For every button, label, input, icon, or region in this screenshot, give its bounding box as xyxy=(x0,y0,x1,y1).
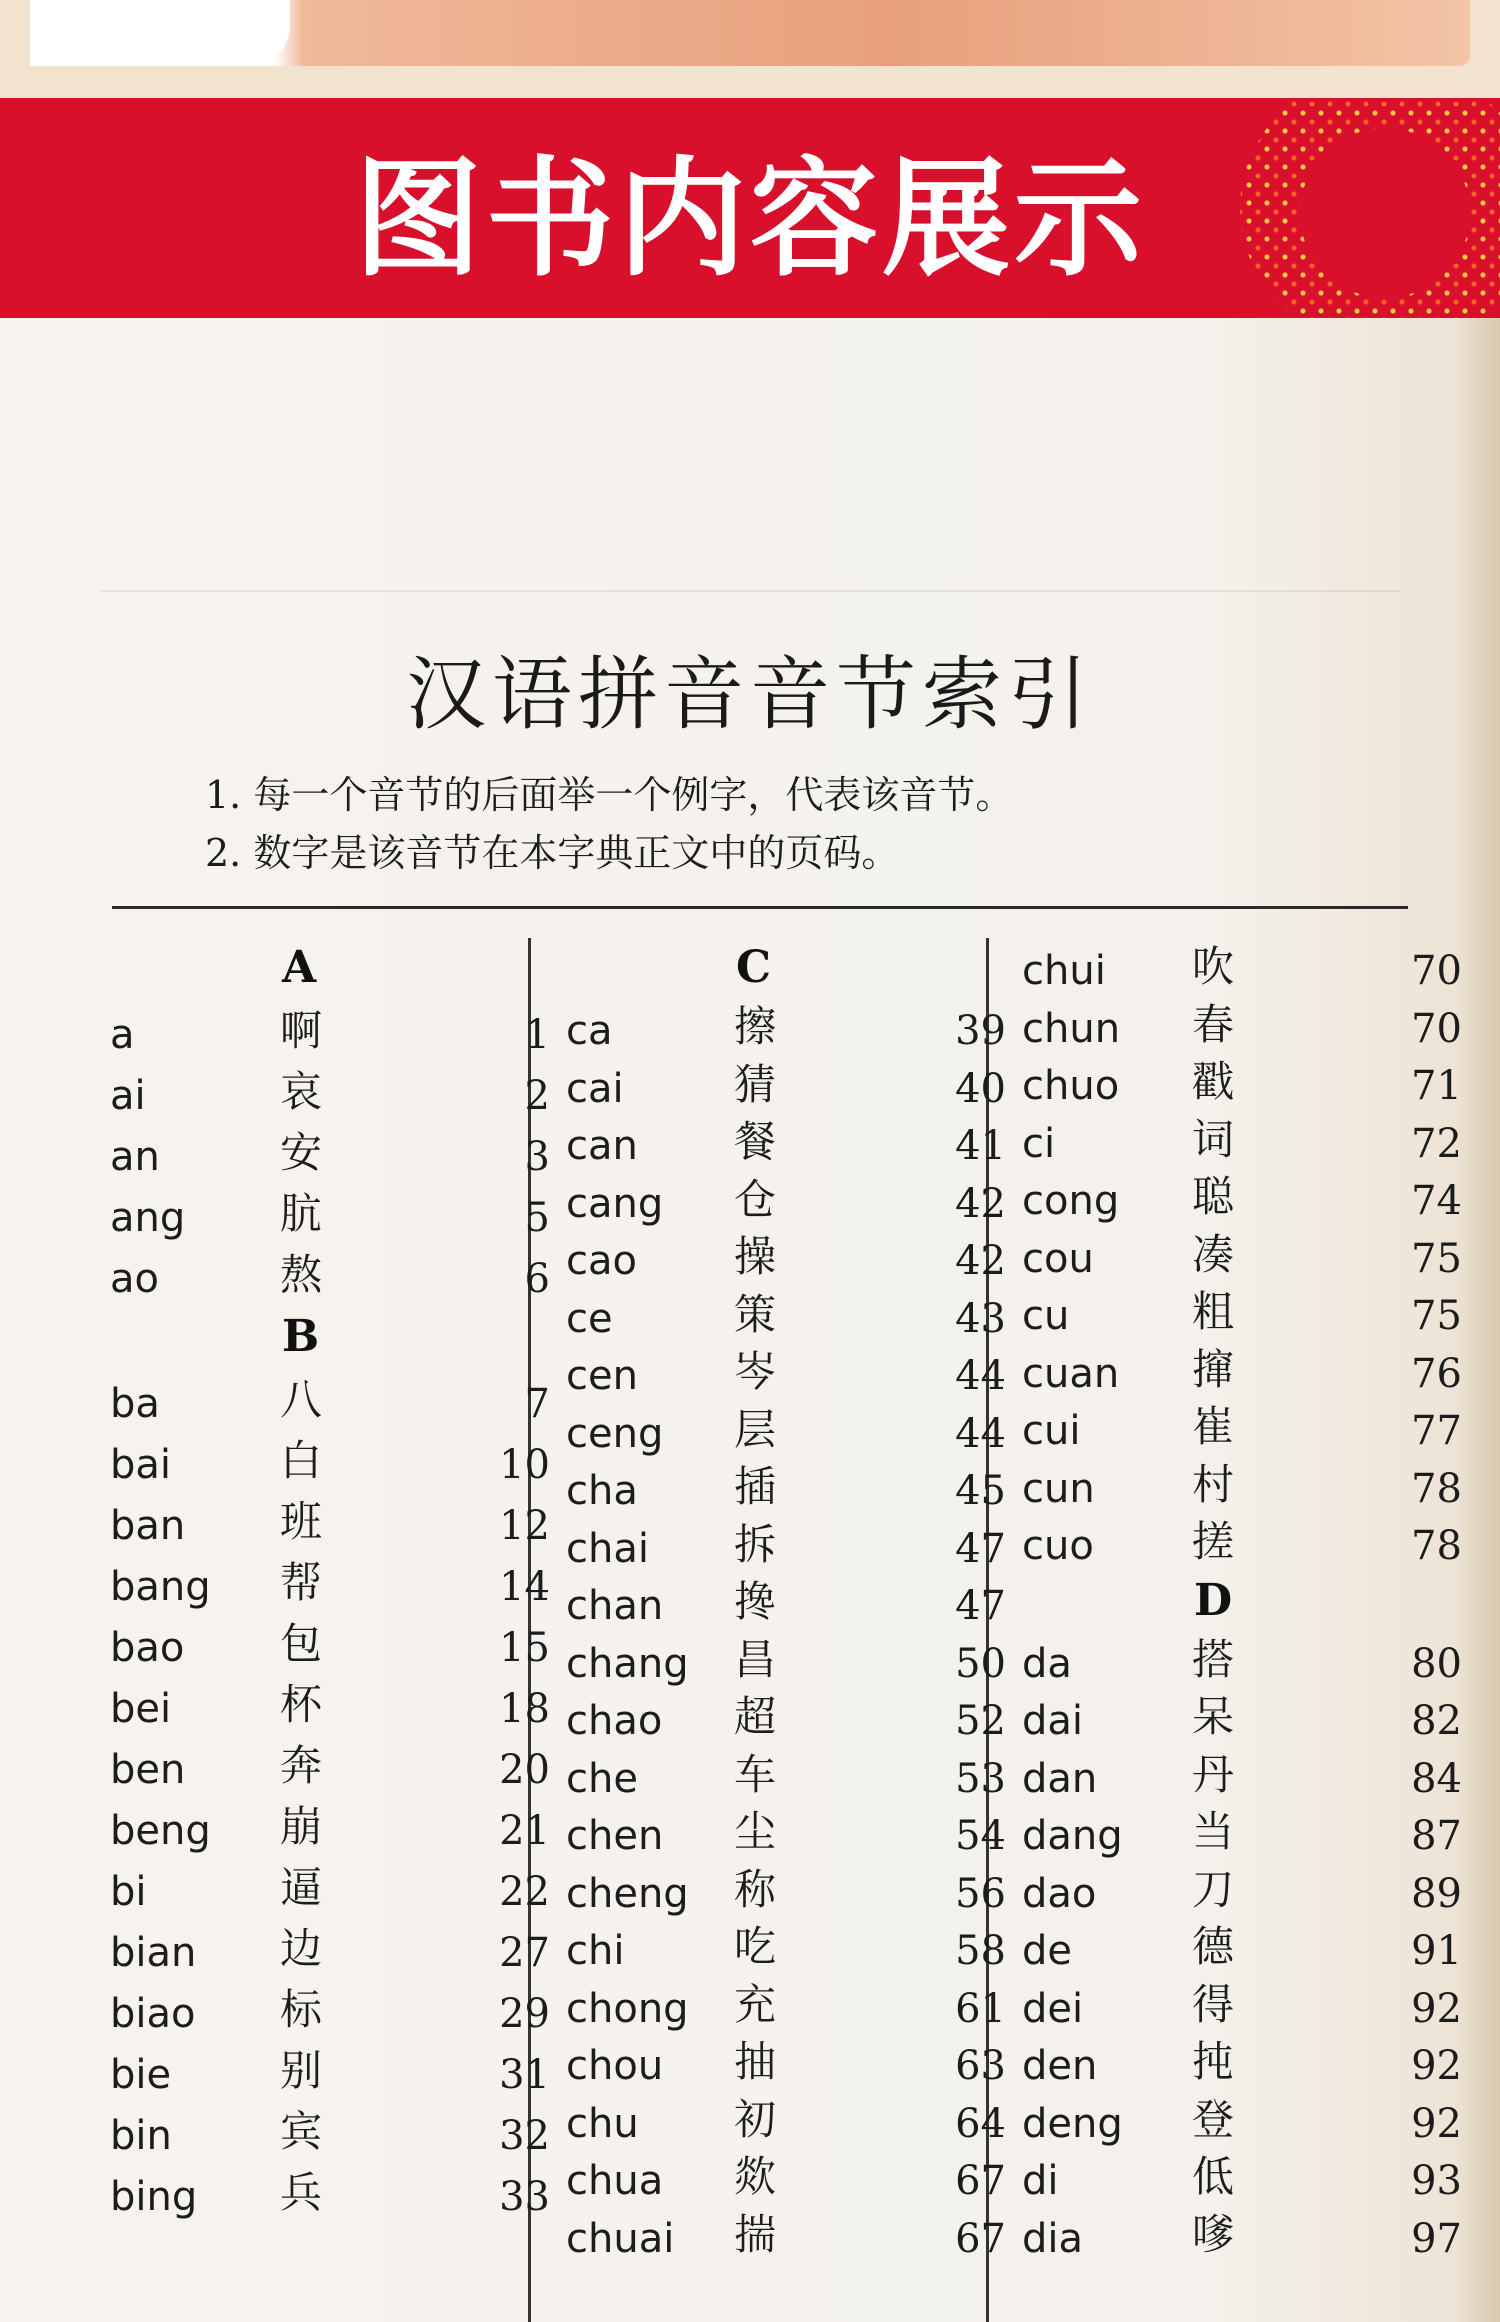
pinyin-syllable: cha xyxy=(566,1468,638,1515)
index-row xyxy=(110,1432,550,1488)
index-row xyxy=(566,2148,1006,2204)
page-number: 39 xyxy=(955,1008,1006,1055)
page-number: 21 xyxy=(499,1808,550,1855)
example-character: 呆 xyxy=(1192,1692,1235,1742)
pinyin-syllable: cu xyxy=(1022,1293,1070,1339)
index-row xyxy=(110,1063,550,1119)
example-character: 操 xyxy=(734,1232,777,1282)
index-row xyxy=(1022,1226,1462,1282)
page-number: 67 xyxy=(955,2215,1006,2262)
page-number: 91 xyxy=(1411,1928,1462,1975)
example-character: 餐 xyxy=(734,1117,777,1167)
example-character: 逼 xyxy=(280,1863,323,1913)
index-row xyxy=(566,1976,1006,2032)
index-row xyxy=(566,1631,1006,1687)
example-character: 嗲 xyxy=(1192,2209,1235,2259)
index-row xyxy=(1022,996,1462,1052)
page-number: 1 xyxy=(524,1012,550,1059)
page-number: 92 xyxy=(1411,1985,1462,2032)
example-character: 帮 xyxy=(280,1558,323,1608)
page-number: 93 xyxy=(1411,2158,1462,2205)
example-character: 啊 xyxy=(280,1006,323,1056)
section-letter: A xyxy=(282,942,317,993)
pinyin-syllable: dei xyxy=(1022,1985,1084,2032)
pinyin-syllable: ba xyxy=(110,1381,160,1428)
pinyin-syllable: di xyxy=(1022,2158,1059,2205)
index-row xyxy=(566,1803,1006,1859)
index-row xyxy=(566,998,1006,1054)
page-number: 29 xyxy=(499,1991,550,2038)
page-number: 43 xyxy=(955,1295,1006,1342)
index-row xyxy=(110,1002,550,1058)
example-character: 吃 xyxy=(734,1922,777,1972)
example-character: 词 xyxy=(1192,1114,1235,1164)
pinyin-syllable: a xyxy=(110,1012,135,1059)
example-character: 杯 xyxy=(280,1680,323,1730)
index-row xyxy=(110,2164,550,2220)
pinyin-syllable: chong xyxy=(566,1985,689,2032)
page-number: 72 xyxy=(1411,1120,1462,1167)
page-number: 78 xyxy=(1411,1465,1462,1512)
index-row xyxy=(110,1371,550,1427)
note-line: 2. 数字是该音节在本字典正文中的页码。 xyxy=(205,831,900,875)
index-row xyxy=(1022,1111,1462,1167)
page-number: 27 xyxy=(499,1930,550,1977)
example-character: 搀 xyxy=(734,1577,777,1627)
example-character: 村 xyxy=(1192,1459,1235,1509)
example-character: 丹 xyxy=(1192,1749,1235,1799)
pinyin-syllable: beng xyxy=(110,1808,211,1855)
example-character: 层 xyxy=(734,1404,777,1454)
bleed-through-rule xyxy=(100,590,1400,592)
index-row xyxy=(1022,1283,1462,1339)
pinyin-syllable: bian xyxy=(110,1930,197,1977)
header-rule xyxy=(112,906,1408,909)
example-character: 抽 xyxy=(734,2037,777,2087)
index-row xyxy=(566,1343,1006,1399)
page-number: 74 xyxy=(1411,1178,1462,1224)
pinyin-syllable: cang xyxy=(566,1180,664,1227)
index-row xyxy=(110,1246,550,1302)
index-row xyxy=(110,1615,550,1671)
index-row xyxy=(110,1981,550,2037)
pinyin-syllable: cui xyxy=(1022,1408,1081,1454)
pinyin-syllable: cai xyxy=(566,1065,624,1112)
pinyin-syllable: ca xyxy=(566,1008,613,1055)
pinyin-syllable: dai xyxy=(1022,1698,1084,1745)
pinyin-syllable: cen xyxy=(566,1353,638,1400)
example-character: 搓 xyxy=(1192,1517,1235,1566)
index-row xyxy=(566,1401,1006,1457)
pinyin-syllable: dan xyxy=(1022,1755,1098,1802)
example-character: 尘 xyxy=(734,1807,777,1857)
pinyin-syllable: bin xyxy=(110,2113,172,2160)
page-number: 89 xyxy=(1411,1870,1462,1917)
page-number: 20 xyxy=(499,1747,550,1794)
pinyin-syllable: ben xyxy=(110,1747,186,1794)
section-letter: D xyxy=(1194,1574,1233,1626)
page-number: 32 xyxy=(499,2113,550,2160)
pinyin-syllable: ci xyxy=(1022,1120,1056,1167)
page-number: 14 xyxy=(499,1564,550,1611)
example-character: 撺 xyxy=(1192,1344,1235,1394)
page-number: 78 xyxy=(1411,1523,1462,1569)
page-number: 67 xyxy=(955,2158,1006,2205)
example-character: 哀 xyxy=(280,1067,323,1117)
index-row xyxy=(1022,1168,1462,1224)
index-row xyxy=(566,1516,1006,1572)
example-character: 低 xyxy=(1192,2152,1235,2202)
pinyin-syllable: den xyxy=(1022,2043,1098,2090)
page-number: 87 xyxy=(1411,1813,1462,1860)
page-number: 22 xyxy=(499,1869,550,1916)
example-character: 包 xyxy=(280,1619,323,1669)
example-character: 粗 xyxy=(1192,1287,1235,1336)
pinyin-syllable: ce xyxy=(566,1295,613,1342)
pinyin-syllable: bie xyxy=(110,2052,172,2099)
example-character: 得 xyxy=(1192,1979,1235,2029)
index-row xyxy=(566,2091,1006,2147)
pinyin-syllable: an xyxy=(110,1134,160,1181)
page-number: 10 xyxy=(499,1442,550,1489)
pinyin-syllable: chui xyxy=(1022,948,1106,994)
page-number: 2 xyxy=(524,1073,550,1120)
example-character: 刀 xyxy=(1192,1864,1235,1914)
pinyin-syllable: che xyxy=(566,1755,638,1802)
pinyin-syllable: chen xyxy=(566,1813,664,1860)
page-number: 54 xyxy=(955,1813,1006,1860)
page-number: 7 xyxy=(524,1381,550,1428)
page-number: 80 xyxy=(1411,1640,1462,1687)
index-row xyxy=(566,1056,1006,1112)
section-banner xyxy=(0,98,1500,318)
pinyin-syllable: can xyxy=(566,1123,638,1170)
pinyin-syllable: chou xyxy=(566,2043,664,2090)
section-letter: C xyxy=(736,942,772,993)
example-character: 插 xyxy=(734,1462,777,1512)
example-character: 擦 xyxy=(734,1002,777,1052)
pinyin-syllable: deng xyxy=(1022,2100,1123,2147)
pinyin-syllable: dang xyxy=(1022,1813,1123,1860)
example-character: 别 xyxy=(280,2046,323,2096)
page-number: 15 xyxy=(499,1625,550,1672)
page-number: 42 xyxy=(955,1238,1006,1285)
page-number: 41 xyxy=(955,1123,1006,1170)
page-number: 92 xyxy=(1411,2100,1462,2147)
page-number: 82 xyxy=(1411,1698,1462,1745)
page-number: 45 xyxy=(955,1468,1006,1515)
page-number: 47 xyxy=(955,1583,1006,1630)
pinyin-syllable: chan xyxy=(566,1583,664,1630)
index-row xyxy=(1022,2148,1462,2204)
page-number: 75 xyxy=(1411,1293,1462,1339)
index-row xyxy=(566,1918,1006,1974)
index-row xyxy=(1022,2091,1462,2147)
pinyin-syllable: cuo xyxy=(1022,1523,1094,1569)
example-character: 吹 xyxy=(1192,942,1235,991)
example-character: 登 xyxy=(1192,2094,1235,2144)
index-row xyxy=(1022,1053,1462,1109)
dictionary-page xyxy=(0,318,1500,2322)
pinyin-syllable: cun xyxy=(1022,1465,1095,1512)
pinyin-syllable: biao xyxy=(110,1991,196,2038)
example-character: 初 xyxy=(734,2094,777,2144)
example-character: 春 xyxy=(1192,999,1235,1049)
page-number: 92 xyxy=(1411,2043,1462,2090)
index-row xyxy=(566,1171,1006,1227)
pinyin-syllable: ang xyxy=(110,1195,186,1242)
index-row xyxy=(1022,1341,1462,1397)
pinyin-syllable: cou xyxy=(1022,1235,1094,1282)
index-notes xyxy=(205,766,1013,882)
pinyin-syllable: bei xyxy=(110,1686,172,1733)
pinyin-syllable: bang xyxy=(110,1564,211,1611)
index-row xyxy=(1022,1398,1462,1454)
example-character: 当 xyxy=(1192,1807,1235,1857)
example-character: 崩 xyxy=(280,1802,323,1852)
index-row xyxy=(110,2042,550,2098)
example-character: 标 xyxy=(280,1985,323,2035)
index-row xyxy=(566,1228,1006,1284)
index-row xyxy=(1022,1746,1462,1802)
index-row xyxy=(110,1920,550,1976)
page-number: 77 xyxy=(1411,1408,1462,1454)
index-row xyxy=(1022,1513,1462,1569)
pinyin-syllable: de xyxy=(1022,1928,1072,1975)
example-character: 仓 xyxy=(734,1174,777,1224)
index-row xyxy=(110,1737,550,1793)
index-row xyxy=(1022,1456,1462,1512)
index-row xyxy=(566,2206,1006,2262)
pinyin-syllable: cheng xyxy=(566,1870,689,1917)
top-photo-strip xyxy=(30,0,1470,66)
page-number: 40 xyxy=(955,1065,1006,1112)
index-row xyxy=(110,1554,550,1610)
pinyin-syllable: da xyxy=(1022,1640,1072,1687)
pinyin-syllable: chai xyxy=(566,1525,649,1572)
pinyin-syllable: ban xyxy=(110,1503,186,1550)
page-number: 47 xyxy=(955,1525,1006,1572)
page-number: 6 xyxy=(524,1256,550,1303)
index-row xyxy=(566,1573,1006,1629)
example-character: 拆 xyxy=(734,1519,777,1569)
index-row xyxy=(566,1286,1006,1342)
index-row xyxy=(110,1124,550,1180)
page-number: 50 xyxy=(955,1640,1006,1687)
note-line: 1. 每一个音节的后面举一个例字，代表该音节。 xyxy=(205,773,1014,817)
pinyin-syllable: cuan xyxy=(1022,1350,1120,1397)
page-number: 84 xyxy=(1411,1755,1462,1802)
example-character: 岑 xyxy=(734,1347,777,1397)
page-number: 63 xyxy=(955,2043,1006,2090)
page-number: 44 xyxy=(955,1353,1006,1400)
pinyin-syllable: bing xyxy=(110,2174,198,2221)
pinyin-syllable: ao xyxy=(110,1256,159,1303)
example-character: 安 xyxy=(280,1128,323,1178)
top-decor-strip xyxy=(0,0,1500,98)
page-number: 52 xyxy=(955,1698,1006,1745)
index-row xyxy=(1022,1976,1462,2032)
index-row xyxy=(566,1458,1006,1514)
example-character: 戳 xyxy=(1192,1057,1235,1106)
pinyin-syllable: chun xyxy=(1022,1005,1121,1052)
pinyin-syllable: ceng xyxy=(566,1410,664,1457)
example-character: 欻 xyxy=(734,2152,777,2202)
example-character: 边 xyxy=(280,1924,323,1974)
pinyin-syllable: bai xyxy=(110,1442,172,1489)
page-number: 44 xyxy=(955,1410,1006,1457)
index-row xyxy=(110,1859,550,1915)
example-character: 昌 xyxy=(734,1634,777,1684)
page-number: 64 xyxy=(955,2100,1006,2147)
page-number: 76 xyxy=(1411,1350,1462,1397)
page-number: 70 xyxy=(1411,1005,1462,1052)
pinyin-syllable: cao xyxy=(566,1238,637,1285)
index-row xyxy=(1022,2033,1462,2089)
pinyin-syllable: chua xyxy=(566,2158,664,2205)
index-row xyxy=(110,1493,550,1549)
index-row xyxy=(566,1688,1006,1744)
example-character: 兵 xyxy=(280,2168,323,2218)
example-character: 超 xyxy=(734,1692,777,1742)
example-character: 揣 xyxy=(734,2209,777,2259)
index-row xyxy=(1022,938,1462,994)
pinyin-syllable: chao xyxy=(566,1698,663,1745)
page-number: 97 xyxy=(1411,2215,1462,2262)
page-number: 3 xyxy=(524,1134,550,1181)
example-character: 凑 xyxy=(1192,1229,1235,1279)
index-row xyxy=(110,1185,550,1241)
pinyin-syllable: dia xyxy=(1022,2215,1084,2262)
example-character: 猜 xyxy=(734,1059,777,1109)
index-row xyxy=(1022,1631,1462,1687)
pinyin-syllable: chuo xyxy=(1022,1063,1120,1109)
pinyin-syllable: chi xyxy=(566,1928,625,1975)
page-number: 70 xyxy=(1411,948,1462,994)
index-row xyxy=(566,1861,1006,1917)
page-number: 12 xyxy=(499,1503,550,1550)
banner-title: 图书内容展示 xyxy=(353,145,1146,294)
example-character: 策 xyxy=(734,1289,777,1339)
index-row xyxy=(1022,2206,1462,2262)
index-row xyxy=(110,2103,550,2159)
index-row xyxy=(1022,1803,1462,1859)
example-character: 扽 xyxy=(1192,2037,1235,2087)
index-row xyxy=(1022,1918,1462,1974)
example-character: 崔 xyxy=(1192,1402,1235,1451)
page-number: 71 xyxy=(1411,1063,1462,1109)
index-row xyxy=(566,2033,1006,2089)
example-character: 熬 xyxy=(280,1250,323,1300)
example-character: 肮 xyxy=(280,1189,323,1239)
pinyin-syllable: bi xyxy=(110,1869,147,1916)
example-character: 车 xyxy=(734,1749,777,1799)
page-number: 33 xyxy=(499,2174,550,2221)
example-character: 班 xyxy=(280,1497,323,1547)
section-letter: B xyxy=(282,1311,320,1363)
example-character: 充 xyxy=(734,1979,777,2029)
pinyin-syllable: chu xyxy=(566,2100,639,2147)
index-title: 汉语拼音音节索引 xyxy=(406,648,1094,741)
example-character: 德 xyxy=(1192,1922,1235,1972)
pinyin-syllable: chuai xyxy=(566,2215,675,2262)
example-character: 奔 xyxy=(280,1741,323,1791)
pinyin-syllable: cong xyxy=(1022,1178,1120,1224)
page-number: 53 xyxy=(955,1755,1006,1802)
pinyin-syllable: dao xyxy=(1022,1870,1097,1917)
page-number: 18 xyxy=(499,1686,550,1733)
example-character: 搭 xyxy=(1192,1634,1235,1684)
pinyin-syllable: ai xyxy=(110,1073,146,1120)
index-row xyxy=(566,1746,1006,1802)
page-number: 5 xyxy=(524,1195,550,1242)
page-number: 58 xyxy=(955,1928,1006,1975)
pinyin-syllable: chang xyxy=(566,1640,689,1687)
example-character: 聪 xyxy=(1192,1172,1235,1221)
example-character: 称 xyxy=(734,1864,777,1914)
index-row xyxy=(566,1113,1006,1169)
example-character: 八 xyxy=(280,1375,323,1425)
pinyin-syllable: bao xyxy=(110,1625,185,1672)
index-row xyxy=(1022,1861,1462,1917)
page-number: 61 xyxy=(955,1985,1006,2032)
index-row xyxy=(1022,1688,1462,1744)
index-row xyxy=(110,1676,550,1732)
page-number: 75 xyxy=(1411,1235,1462,1282)
page-number: 42 xyxy=(955,1180,1006,1227)
page-number: 56 xyxy=(955,1870,1006,1917)
index-row xyxy=(110,1798,550,1854)
page-number: 31 xyxy=(499,2052,550,2099)
example-character: 宾 xyxy=(280,2107,323,2157)
example-character: 白 xyxy=(280,1436,323,1486)
